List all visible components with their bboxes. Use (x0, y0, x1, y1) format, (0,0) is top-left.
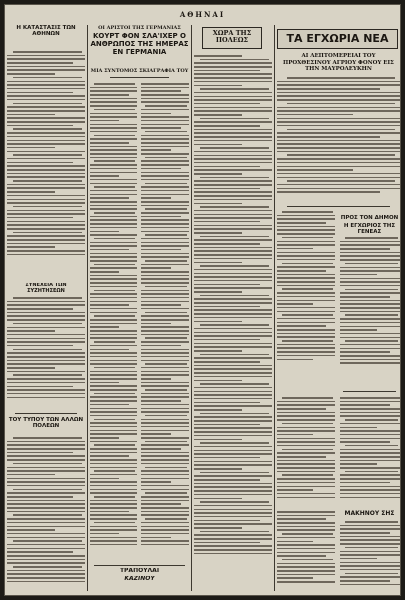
advertisement-line-1: ΤΡΑΠΟΥΛΑΙ (119, 568, 160, 574)
column4-notice-title-3: ΜΑΚΗΝΟΥ ΣΗΣ (344, 510, 395, 517)
column3-news-items (194, 55, 272, 585)
column2-subhead: ΜΙΑ ΣΥΝΤΟΜΟΣ ΣΚΙΑΓΡΑΦΙΑ ΤΟΥ (90, 68, 189, 74)
newspaper-page (4, 4, 401, 596)
column2-headline: ΚΟΥΡΤ ΦΟΝ ΣΛΑ'ΙΧΕΡ Ο ΑΝΘΡΩΠΟΣ ΤΗΣ ΗΜΕΡΑΣ ΕΝ ΓΕΡΜΑΝΙΑ (90, 32, 189, 57)
column4-headline: ΤΑ ΕΓΧΩΡΙΑ ΝΕΑ (286, 33, 389, 45)
column1-article-text (7, 437, 85, 591)
column-2 (90, 25, 189, 591)
masthead: ΑΘΗΝΑΙ (179, 10, 226, 19)
column4-header-box (277, 29, 398, 49)
column-divider (87, 25, 88, 591)
column-1 (7, 25, 85, 591)
article-separator (94, 565, 185, 566)
column1-article-text (7, 51, 85, 279)
article-separator (343, 391, 396, 392)
column4-text-right (340, 521, 400, 589)
column-3 (194, 25, 272, 591)
column3-box-title: ΧΩΡΑ ΤΗΣ ΠΟΛΕΩΣ (212, 30, 252, 45)
column2-kicker: ΟΙ ΑΡΙΣΤΟΙ ΤΗΣ ΓΕΡΜΑΝΙΑΣ (98, 25, 181, 31)
column4-article-text (277, 77, 400, 203)
column1-section-headline: ΣΥΝΕΧΕΙΑ ΤΩΝ ΣΥΖΗΤΗΣΕΩΝ (25, 283, 67, 294)
column-divider (274, 25, 275, 591)
column4-subhead: ΑΙ ΛΕΠΤΟΜΕΡΕΙΑΙ ΤΟΥ ΠΡΟΧΘΕΣΙΝΟΥ ΑΓΡΙΟΥ ΦΟΝΟΥ ΕΙΣ ΤΗΝ ΜΑΥΡΟΛΕΥΚΗΝ (283, 53, 394, 72)
column4-text-left (277, 211, 335, 387)
column1-lower-headline: ΤΟΥ ΤΥΠΟΥ ΤΩΝ ΑΛΛΩΝ ΠΟΛΕΩΝ (8, 417, 84, 430)
column3-box-header (202, 27, 262, 49)
column4-text-left (277, 511, 335, 589)
column-divider (191, 25, 192, 591)
article-separator (110, 77, 169, 78)
column4-text-right (340, 237, 400, 387)
column4-text-left (277, 397, 335, 507)
column-4 (277, 25, 400, 591)
column4-notice-title-2: Η ΕΓΧΩΡΙΟΣ ΤΗΣ ΓΕΝΕΑΣ (343, 223, 396, 235)
article-separator (287, 206, 390, 207)
advertisement-line-2: ΚΑΖΙΝΟΥ (124, 576, 155, 582)
column4-text-right (340, 397, 400, 507)
column2-article-text-right (141, 83, 189, 561)
column2-article-text-left (90, 83, 137, 561)
article-separator (15, 413, 77, 414)
column4-notice-title-1: ΠΡΟΣ ΤΟΝ ΔΗΜΟΝ (340, 215, 399, 221)
column1-article-text (7, 297, 85, 407)
column1-top-headline: Η ΚΑΤΑΣΤΑΣΙΣ ΤΩΝ ΑΘΗΝΩΝ (16, 25, 76, 38)
